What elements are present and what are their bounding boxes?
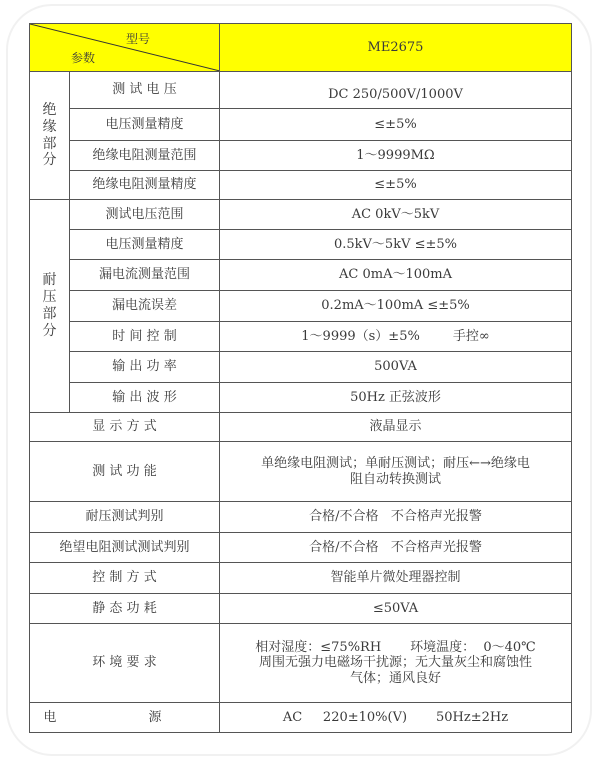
param-label: 显 示 方 式: [30, 413, 220, 442]
table-row: [30, 230, 572, 260]
param-label: 漏电流测量范围: [70, 260, 220, 291]
table-row: [30, 533, 572, 563]
param-value: 1～9999MΩ: [220, 141, 572, 171]
table-row: [30, 352, 572, 383]
table-row: [30, 383, 572, 413]
param-value: 合格/不合格 不合格声光报警: [220, 533, 572, 563]
table-row: [30, 200, 572, 230]
param-label: 环 境 要 求: [30, 624, 220, 703]
table-row: [30, 171, 572, 200]
value-line: 相对湿度：≤75%RH 环境温度： 0～40℃: [255, 639, 536, 655]
group-char: 压: [42, 289, 57, 306]
param-label: 输 出 波 形: [70, 383, 220, 413]
group-label-insulation: [30, 72, 70, 200]
param-label: 绝缘电阻测量范围: [70, 141, 220, 171]
param-value-multiline: [220, 624, 572, 703]
table-row: [30, 624, 572, 703]
param-value: DC 250/500V/1000V: [220, 72, 572, 109]
table-row: [30, 260, 572, 291]
param-value-multiline: [220, 442, 572, 502]
header-diagonal-cell: [30, 24, 220, 72]
table-row: [30, 502, 572, 533]
param-value: 500VA: [220, 352, 572, 383]
group-char: 部: [42, 135, 57, 152]
value-line: 周围无强力电磁场干扰源；无大量灰尘和腐蚀性: [258, 655, 532, 671]
param-value: AC 0kV～5kV: [220, 200, 572, 230]
group-char: 分: [42, 322, 57, 339]
param-label: 电压测量精度: [70, 230, 220, 260]
param-label: 时 间 控 制: [70, 322, 220, 352]
param-label: 电压测量精度: [70, 109, 220, 141]
table-row: [30, 141, 572, 171]
header-model-label: 型号: [126, 32, 151, 46]
header-param-label: 参数: [71, 51, 96, 65]
param-label: 耐压测试判别: [30, 502, 220, 533]
param-value: 智能单片微处理器控制: [220, 563, 572, 594]
param-value: ≤±5%: [220, 109, 572, 141]
group-char: 绝: [42, 101, 57, 118]
param-label: 测 试 电 压: [70, 72, 220, 109]
table-row: [30, 109, 572, 141]
table-row: [30, 442, 572, 502]
param-value: 0.2mA～100mA ≤±5%: [220, 291, 572, 322]
table-row: [30, 594, 572, 624]
table-row: [30, 703, 572, 733]
param-value: 合格/不合格 不合格声光报警: [220, 502, 572, 533]
header-model-value: ME2675: [220, 24, 572, 72]
param-label: 绝望电阻测试测试判别: [30, 533, 220, 563]
table-row: [30, 72, 572, 109]
param-label: 漏电流误差: [70, 291, 220, 322]
param-value: 50Hz 正弦波形: [220, 383, 572, 413]
param-label: 控 制 方 式: [30, 563, 220, 594]
param-label: 静 态 功 耗: [30, 594, 220, 624]
group-label-withstand: [30, 200, 70, 413]
param-value: ≤±5%: [220, 171, 572, 200]
value-line: 单绝缘电阻测试；单耐压测试；耐压←→绝缘电: [261, 455, 530, 471]
group-char: 缘: [42, 118, 57, 135]
table-row: [30, 413, 572, 442]
group-char: 分: [42, 152, 57, 169]
diagonal-line: [30, 24, 220, 71]
param-label: 输 出 功 率: [70, 352, 220, 383]
group-char: 耐: [42, 272, 57, 289]
param-label: 电 源: [30, 703, 220, 733]
param-value: 液晶显示: [220, 413, 572, 442]
param-value: 1～9999（s）±5% 手控∞: [220, 322, 572, 352]
table-row: [30, 322, 572, 352]
value-line: 阻自动转换测试: [349, 471, 441, 487]
param-label: 测 试 功 能: [30, 442, 220, 502]
param-label: 绝缘电阻测量精度: [70, 171, 220, 200]
param-label: 测试电压范围: [70, 200, 220, 230]
param-value: ≤50VA: [220, 594, 572, 624]
table-row: [30, 563, 572, 594]
value-line: 气体；通风良好: [349, 670, 441, 686]
spec-table: [29, 23, 572, 733]
param-value: 0.5kV～5kV ≤±5%: [220, 230, 572, 260]
table-header-row: [30, 24, 572, 72]
table-row: [30, 291, 572, 322]
param-value: AC 220±10%(V) 50Hz±2Hz: [220, 703, 572, 733]
param-value: AC 0mA～100mA: [220, 260, 572, 291]
group-char: 部: [42, 306, 57, 322]
